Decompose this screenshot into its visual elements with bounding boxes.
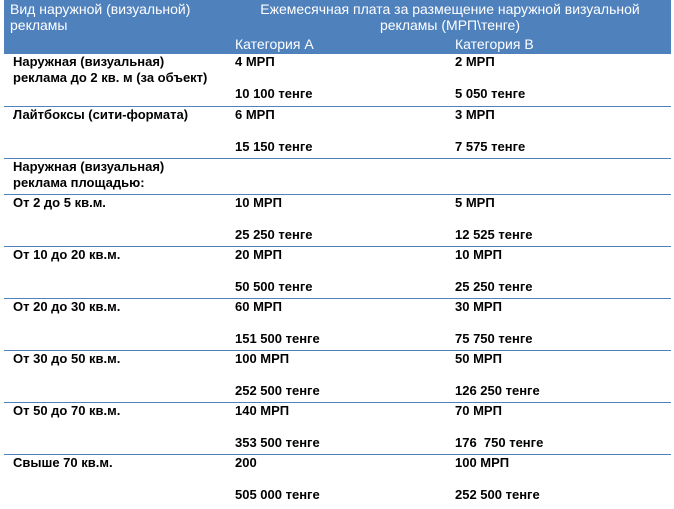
row-label: Наружная (визуальная) реклама до 2 кв. м (за объект): [4, 54, 223, 106]
mrp-value: 100 МРП: [235, 350, 290, 366]
row-label: Лайтбоксы (сити-формата): [4, 106, 223, 158]
tenge-value: 126 250 тенге: [455, 382, 540, 398]
row-label: От 30 до 50 кв.м.: [4, 350, 223, 402]
tenge-value: 25 250 тенге: [235, 226, 313, 242]
category-a-cell: [223, 106, 443, 158]
table-row: [4, 54, 671, 106]
category-a-cell: [223, 454, 443, 506]
category-b-cell: [443, 194, 671, 246]
tenge-value: 176 750 тенге: [455, 434, 544, 450]
category-b-cell: [443, 454, 671, 506]
tenge-value: 252 500 тенге: [455, 486, 540, 502]
table-row: [4, 106, 671, 158]
category-b-cell: [443, 246, 671, 298]
category-b-cell: [443, 350, 671, 402]
tenge-value: 15 150 тенге: [235, 138, 313, 154]
tenge-value: 151 500 тенге: [235, 330, 320, 346]
table-row: [4, 194, 671, 246]
mrp-value: 70 МРП: [455, 402, 502, 418]
category-b-cell: [443, 158, 671, 194]
mrp-value: 30 МРП: [455, 298, 502, 314]
tenge-value: 25 250 тенге: [455, 278, 533, 294]
fee-table: [4, 0, 671, 506]
category-b-cell: [443, 106, 671, 158]
header-type-column: Вид наружной (визуальной) рекламы: [10, 1, 191, 33]
mrp-value: 5 МРП: [455, 194, 495, 210]
category-b-cell: [443, 402, 671, 454]
tenge-value: 7 575 тенге: [455, 138, 526, 154]
category-b-cell: [443, 298, 671, 350]
header-row: [4, 0, 671, 36]
header-category-a: Категория А: [235, 36, 314, 52]
table-row: [4, 454, 671, 506]
category-b-cell: [443, 54, 671, 106]
row-label: От 50 до 70 кв.м.: [4, 402, 223, 454]
table-row: [4, 402, 671, 454]
tenge-value: 12 525 тенге: [455, 226, 533, 242]
row-label: Свыше 70 кв.м.: [13, 454, 113, 470]
mrp-value: 3 МРП: [455, 106, 495, 122]
table-row: [4, 246, 671, 298]
category-a-cell: [223, 350, 443, 402]
mrp-value: 50 МРП: [455, 350, 502, 366]
category-a-cell: [223, 194, 443, 246]
header-fee-title: Ежемесячная плата за размещение наружной визуальной рекламы (МРП\тенге): [260, 1, 640, 33]
tenge-value: 50 500 тенге: [235, 278, 313, 294]
category-a-cell: [223, 54, 443, 106]
category-a-cell: [223, 158, 443, 194]
table-row: [4, 350, 671, 402]
mrp-value: 10 МРП: [235, 194, 282, 210]
category-a-cell: [223, 402, 443, 454]
mrp-value: 4 МРП: [235, 54, 275, 69]
table-row: [4, 158, 671, 194]
tenge-value: 505 000 тенге: [235, 486, 320, 502]
mrp-value: 140 МРП: [235, 402, 290, 418]
header-category-b: Категория В: [455, 36, 534, 52]
mrp-value: 200: [235, 454, 257, 470]
mrp-value: 6 МРП: [235, 106, 275, 122]
mrp-value: 20 МРП: [235, 246, 282, 262]
tenge-value: 10 100 тенге: [235, 86, 313, 101]
tenge-value: 5 050 тенге: [455, 86, 526, 101]
mrp-value: 2 МРП: [455, 54, 495, 69]
row-label: Наружная (визуальная) реклама площадью:: [4, 158, 223, 194]
table-row: [4, 298, 671, 350]
row-label: От 10 до 20 кв.м.: [4, 246, 223, 298]
tenge-value: 353 500 тенге: [235, 434, 320, 450]
tenge-value: 75 750 тенге: [455, 330, 533, 346]
mrp-value: 60 МРП: [235, 298, 282, 314]
mrp-value: 10 МРП: [455, 246, 502, 262]
category-a-cell: [223, 246, 443, 298]
mrp-value: 100 МРП: [455, 454, 510, 470]
category-a-cell: [223, 298, 443, 350]
row-label: От 2 до 5 кв.м.: [4, 194, 223, 246]
tenge-value: 252 500 тенге: [235, 382, 320, 398]
row-label: От 20 до 30 кв.м.: [4, 298, 223, 350]
